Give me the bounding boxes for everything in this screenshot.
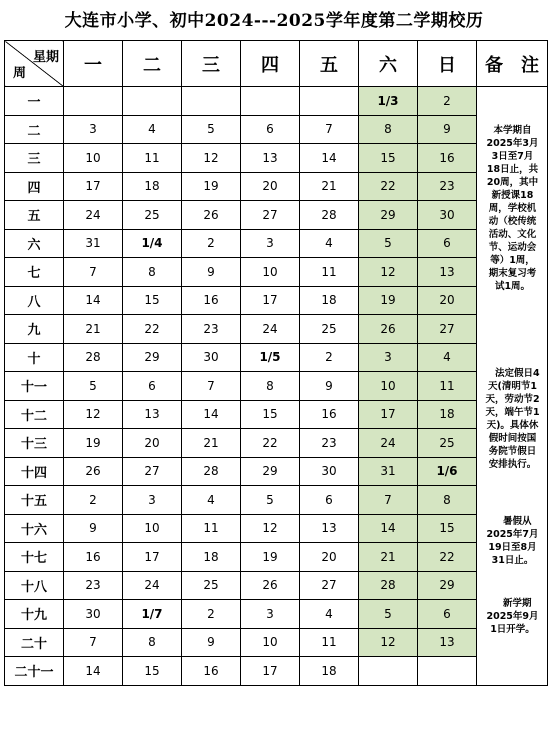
- day-cell: 23: [418, 172, 477, 201]
- day-cell: 2: [182, 229, 241, 258]
- day-cell: 6: [300, 486, 359, 515]
- day-cell: 14: [182, 400, 241, 429]
- day-cell: 22: [241, 429, 300, 458]
- week-row: [5, 628, 548, 657]
- week-number: 四: [5, 172, 64, 201]
- day-cell: 19: [241, 543, 300, 572]
- day-cell: 3: [241, 229, 300, 258]
- day-cell: 16: [418, 144, 477, 173]
- day-cell: 1/3: [359, 87, 418, 116]
- day-header-tue: 二: [123, 41, 182, 87]
- day-cell: 13: [418, 258, 477, 287]
- day-cell: 9: [182, 628, 241, 657]
- day-cell: 8: [123, 258, 182, 287]
- day-cell: 1/5: [241, 343, 300, 372]
- day-cell: 27: [123, 457, 182, 486]
- week-number: 九: [5, 315, 64, 344]
- week-row: [5, 486, 548, 515]
- week-row: [5, 229, 548, 258]
- day-cell: 27: [241, 201, 300, 230]
- day-cell: 3: [123, 486, 182, 515]
- day-cell: 4: [123, 115, 182, 144]
- day-cell: 22: [418, 543, 477, 572]
- week-number: 十: [5, 343, 64, 372]
- week-number: 二十: [5, 628, 64, 657]
- day-cell: 29: [241, 457, 300, 486]
- day-cell: 26: [241, 571, 300, 600]
- week-row: [5, 115, 548, 144]
- day-cell: 24: [123, 571, 182, 600]
- day-cell: 12: [359, 628, 418, 657]
- day-cell: 2: [182, 600, 241, 629]
- week-number: 三: [5, 144, 64, 173]
- week-row: [5, 258, 548, 287]
- week-row: [5, 201, 548, 230]
- day-cell: [123, 87, 182, 116]
- day-cell: 7: [300, 115, 359, 144]
- day-cell: 26: [359, 315, 418, 344]
- week-number: 十八: [5, 571, 64, 600]
- day-cell: 18: [300, 657, 359, 686]
- day-cell: 6: [418, 600, 477, 629]
- week-row: [5, 600, 548, 629]
- day-cell: 14: [300, 144, 359, 173]
- week-number: 十四: [5, 457, 64, 486]
- day-cell: 3: [359, 343, 418, 372]
- day-cell: 13: [418, 628, 477, 657]
- header-row: [5, 41, 548, 87]
- day-cell: 10: [241, 628, 300, 657]
- week-row: [5, 343, 548, 372]
- day-cell: 9: [64, 514, 123, 543]
- day-cell: 11: [182, 514, 241, 543]
- week-row: [5, 286, 548, 315]
- remarks-cell: [477, 87, 548, 686]
- week-number: 十一: [5, 372, 64, 401]
- day-header-sun: 日: [418, 41, 477, 87]
- week-number: 二: [5, 115, 64, 144]
- week-number: 二十一: [5, 657, 64, 686]
- week-number: 十六: [5, 514, 64, 543]
- week-row: [5, 514, 548, 543]
- day-cell: 9: [182, 258, 241, 287]
- day-cell: 11: [300, 628, 359, 657]
- week-number: 五: [5, 201, 64, 230]
- week-corner-label: 周: [13, 66, 27, 81]
- day-cell: 21: [182, 429, 241, 458]
- day-cell: 28: [182, 457, 241, 486]
- day-cell: 10: [64, 144, 123, 173]
- day-cell: 30: [300, 457, 359, 486]
- day-cell: 9: [300, 372, 359, 401]
- day-header-fri: 五: [300, 41, 359, 87]
- day-cell: 16: [182, 657, 241, 686]
- day-cell: [64, 87, 123, 116]
- day-cell: 28: [300, 201, 359, 230]
- day-cell: 11: [123, 144, 182, 173]
- week-number: 一: [5, 87, 64, 116]
- day-cell: 17: [241, 286, 300, 315]
- day-cell: 13: [241, 144, 300, 173]
- week-number: 十七: [5, 543, 64, 572]
- day-cell: 16: [300, 400, 359, 429]
- day-cell: 13: [300, 514, 359, 543]
- day-cell: 2: [300, 343, 359, 372]
- day-cell: 8: [123, 628, 182, 657]
- day-cell: 5: [241, 486, 300, 515]
- weekday-corner-label: 星期: [32, 50, 59, 65]
- day-cell: 19: [182, 172, 241, 201]
- week-row: [5, 87, 548, 116]
- day-cell: 25: [418, 429, 477, 458]
- day-cell: 2: [64, 486, 123, 515]
- day-cell: 27: [418, 315, 477, 344]
- week-row: [5, 543, 548, 572]
- calendar-table: [4, 40, 548, 686]
- holiday-note: 法定假日4 天(清明节1 天，劳动节2 天，端午节1 天)。具体休 假时间按国 务院节假日 安排执行。: [485, 368, 540, 470]
- day-cell: [300, 87, 359, 116]
- day-cell: 15: [359, 144, 418, 173]
- day-cell: 17: [359, 400, 418, 429]
- day-cell: 3: [241, 600, 300, 629]
- remarks-header: 备 注: [477, 41, 548, 87]
- day-cell: 11: [300, 258, 359, 287]
- day-cell: 28: [359, 571, 418, 600]
- week-row: [5, 400, 548, 429]
- day-cell: 6: [123, 372, 182, 401]
- week-number: 十五: [5, 486, 64, 515]
- week-row: [5, 172, 548, 201]
- day-cell: 30: [182, 343, 241, 372]
- week-number: 十三: [5, 429, 64, 458]
- day-cell: 14: [64, 657, 123, 686]
- day-cell: 29: [123, 343, 182, 372]
- day-cell: 10: [123, 514, 182, 543]
- day-cell: 5: [359, 229, 418, 258]
- day-cell: 13: [123, 400, 182, 429]
- day-cell: 8: [359, 115, 418, 144]
- day-cell: 15: [123, 657, 182, 686]
- day-cell: 5: [359, 600, 418, 629]
- week-row: [5, 657, 548, 686]
- day-cell: 30: [418, 201, 477, 230]
- week-row: [5, 315, 548, 344]
- day-cell: 4: [300, 600, 359, 629]
- week-row: [5, 372, 548, 401]
- summer-break-note: 暑假从 2025年7月 19日至8月 31日止。: [486, 516, 539, 566]
- day-cell: 5: [64, 372, 123, 401]
- day-cell: 15: [418, 514, 477, 543]
- day-cell: 19: [64, 429, 123, 458]
- day-cell: 10: [359, 372, 418, 401]
- day-cell: 23: [182, 315, 241, 344]
- semester-note: 本学期自 2025年3月 3日至7月 18日止，共 20周，其中 新授课18 周，学校机 动（校传统 活动、文化 节、运动会 等）1周， 期末复习考 试1周。: [486, 125, 539, 292]
- day-cell: 8: [241, 372, 300, 401]
- day-cell: 14: [359, 514, 418, 543]
- day-cell: 23: [300, 429, 359, 458]
- week-number: 六: [5, 229, 64, 258]
- page-title: 大连市小学、初中2024---2025学年度第二学期校历: [64, 11, 484, 31]
- day-cell: 5: [182, 115, 241, 144]
- day-cell: 6: [418, 229, 477, 258]
- day-cell: 12: [241, 514, 300, 543]
- day-cell: 25: [182, 571, 241, 600]
- day-cell: 25: [123, 201, 182, 230]
- day-cell: 4: [418, 343, 477, 372]
- day-cell: 7: [64, 628, 123, 657]
- day-cell: 6: [241, 115, 300, 144]
- day-cell: 26: [182, 201, 241, 230]
- day-cell: 30: [64, 600, 123, 629]
- day-cell: 18: [123, 172, 182, 201]
- day-cell: 9: [418, 115, 477, 144]
- week-number: 八: [5, 286, 64, 315]
- day-cell: 20: [241, 172, 300, 201]
- day-cell: 15: [241, 400, 300, 429]
- week-row: [5, 429, 548, 458]
- week-row: [5, 571, 548, 600]
- day-cell: 16: [64, 543, 123, 572]
- week-number: 十二: [5, 400, 64, 429]
- day-cell: [241, 87, 300, 116]
- day-cell: 4: [300, 229, 359, 258]
- day-cell: 21: [64, 315, 123, 344]
- day-cell: 14: [64, 286, 123, 315]
- day-cell: 24: [64, 201, 123, 230]
- day-cell: 31: [359, 457, 418, 486]
- day-cell: 1/4: [123, 229, 182, 258]
- week-number: 七: [5, 258, 64, 287]
- day-cell: 1/6: [418, 457, 477, 486]
- day-cell: 20: [418, 286, 477, 315]
- day-cell: 15: [123, 286, 182, 315]
- day-header-sat: 六: [359, 41, 418, 87]
- day-cell: 17: [241, 657, 300, 686]
- day-cell: 11: [418, 372, 477, 401]
- new-term-note: 新学期 2025年9月 1日开学。: [486, 598, 539, 635]
- day-cell: 24: [359, 429, 418, 458]
- day-cell: [182, 87, 241, 116]
- week-row: [5, 457, 548, 486]
- day-cell: 7: [64, 258, 123, 287]
- day-cell: 26: [64, 457, 123, 486]
- day-cell: [418, 657, 477, 686]
- day-cell: 3: [64, 115, 123, 144]
- day-cell: 25: [300, 315, 359, 344]
- day-cell: 31: [64, 229, 123, 258]
- day-cell: 8: [418, 486, 477, 515]
- corner-header: [5, 41, 64, 87]
- day-cell: 21: [300, 172, 359, 201]
- day-cell: 24: [241, 315, 300, 344]
- day-cell: 12: [182, 144, 241, 173]
- week-number: 十九: [5, 600, 64, 629]
- day-cell: 17: [64, 172, 123, 201]
- day-cell: 7: [182, 372, 241, 401]
- day-cell: 1/7: [123, 600, 182, 629]
- day-cell: 2: [418, 87, 477, 116]
- day-cell: 29: [418, 571, 477, 600]
- day-header-thu: 四: [241, 41, 300, 87]
- day-cell: 18: [182, 543, 241, 572]
- day-cell: 12: [64, 400, 123, 429]
- week-row: [5, 144, 548, 173]
- day-cell: 20: [123, 429, 182, 458]
- day-cell: 18: [418, 400, 477, 429]
- day-header-wed: 三: [182, 41, 241, 87]
- day-cell: 19: [359, 286, 418, 315]
- day-cell: 7: [359, 486, 418, 515]
- day-cell: 29: [359, 201, 418, 230]
- day-cell: 28: [64, 343, 123, 372]
- day-cell: 17: [123, 543, 182, 572]
- day-cell: 10: [241, 258, 300, 287]
- day-cell: 12: [359, 258, 418, 287]
- day-cell: 18: [300, 286, 359, 315]
- day-cell: 22: [123, 315, 182, 344]
- day-cell: [359, 657, 418, 686]
- day-cell: 23: [64, 571, 123, 600]
- day-cell: 16: [182, 286, 241, 315]
- day-cell: 22: [359, 172, 418, 201]
- day-header-mon: 一: [64, 41, 123, 87]
- day-cell: 27: [300, 571, 359, 600]
- day-cell: 20: [300, 543, 359, 572]
- day-cell: 4: [182, 486, 241, 515]
- day-cell: 21: [359, 543, 418, 572]
